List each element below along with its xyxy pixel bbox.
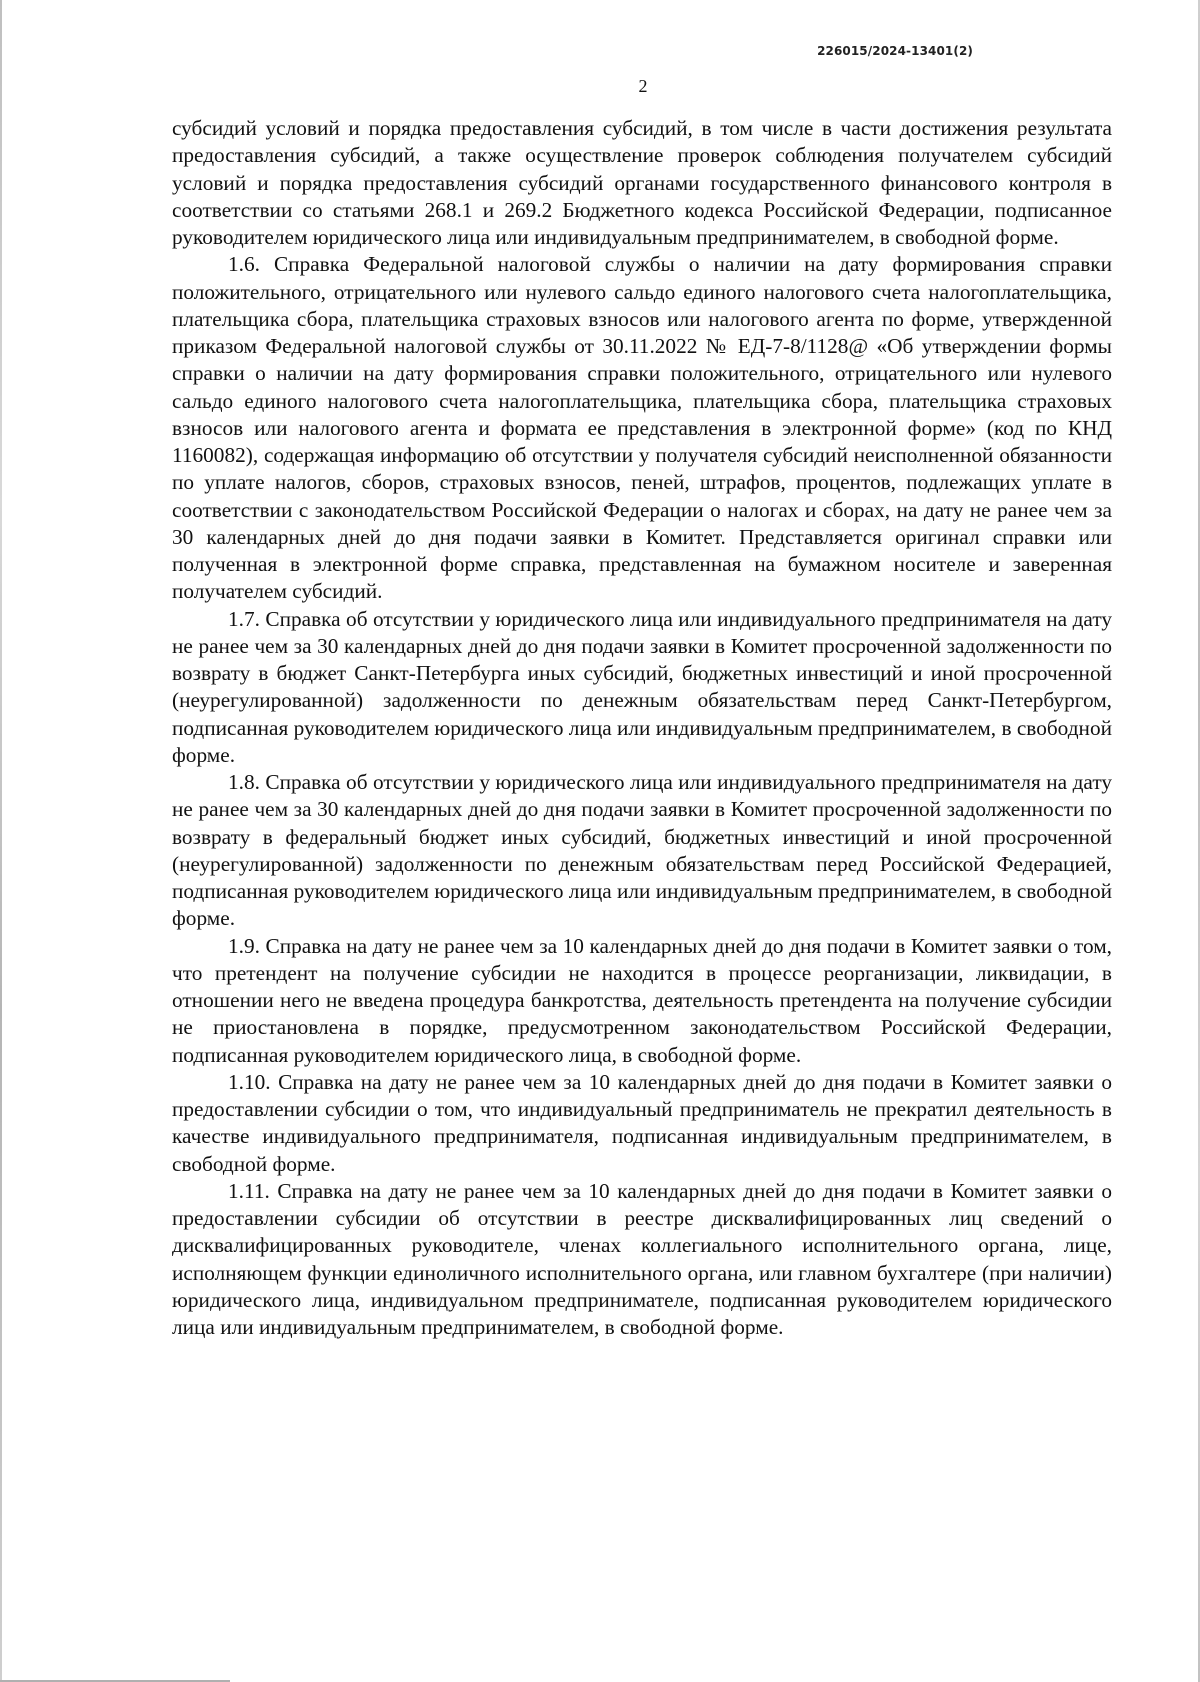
paragraph-1-8: 1.8. Справка об отсутствии у юридического лица или индивидуального предпринимателя на дату не ранее чем за 30 календарных дней до дня подачи заявки в Комитет просроченной задолженности по возврату в федеральный бюджет иных субсидий, бюджетных инвестиций и иной просроченной (неурегулированной) задолженности по денежным обязательствам перед Российской Федерацией, подписанная руководителем юридического лица или индивидуальным предпринимателем, в свободной форме. xyxy=(172,770,1112,931)
paragraph-1-9: 1.9. Справка на дату не ранее чем за 10 календарных дней до дня подачи в Комитет заявки о том, что претендент на получение субсидии не находится в процессе реорганизации, ликвидации, в отношении него не введена процедура банкротства, деятельность претендента на получение субсидии не приостановлена в порядке, предусмотренном законодательством Российской Федерации, подписанная руководителем юридического лица, в свободной форме. xyxy=(172,933,1112,1067)
document-body xyxy=(172,115,1112,1341)
page-number: 2 xyxy=(638,76,648,96)
paragraph-1-10: 1.10. Справка на дату не ранее чем за 10 календарных дней до дня подачи в Комитет заявки о предоставлении субсидии о том, что индивидуальный предприниматель не прекратил деятельность в качестве индивидуального предпринимателя, подписанная индивидуальным предпринимателем, в свободной форме. xyxy=(172,1069,1112,1176)
document-registration-number: 226015/2024-13401(2) xyxy=(817,44,973,58)
scan-edge-left xyxy=(0,0,2,1682)
paragraph-1-7: 1.7. Справка об отсутствии у юридического лица или индивидуального предпринимателя на дату не ранее чем за 30 календарных дней до дня подачи заявки в Комитет просроченной задолженности по возврату в бюджет Санкт-Петербурга иных субсидий, бюджетных инвестиций и иной просроченной (неурегулированной) задолженности по денежным обязательствам перед Санкт-Петербургом, подписанная руководителем юридического лица или индивидуальным предпринимателем, в свободной форме. xyxy=(172,606,1112,767)
paragraph-1-11: 1.11. Справка на дату не ранее чем за 10 календарных дней до дня подачи в Комитет заявки о предоставлении субсидии об отсутствии в реестре дисквалифицированных лиц сведений о дисквалифицированных руководителе, членах коллегиального исполнительного органа, лице, исполняющем функции единоличного исполнительного органа, или главном бухгалтере (при наличии) юридического лица, индивидуальном предпринимателе, подписанная руководителем юридического лица или индивидуальным предпринимателем, в свободной форме. xyxy=(172,1178,1112,1339)
continuation-paragraph: субсидий условий и порядка предоставления субсидий, в том числе в части достижения результата предоставления субсидий, а также осуществление проверок соблюдения получателем субсидий условий и порядка предоставления субсидий органами государственного финансового контроля в соответствии со статьями 268.1 и 269.2 Бюджетного кодекса Российской Федерации, подписанное руководителем юридического лица или индивидуальным предпринимателем, в свободной форме. xyxy=(172,116,1112,249)
paragraph-1-6: 1.6. Справка Федеральной налоговой службы о наличии на дату формирования справки положительного, отрицательного или нулевого сальдо единого налогового счета налогоплательщика, плательщика сбора, плательщика страховых взносов или налогового агента по форме, утвержденной приказом Федеральной налоговой службы от 30.11.2022 № ЕД-7-8/1128@ «Об утверждении формы справки о наличии на дату формирования справки положительного, отрицательного или нулевого сальдо единого налогового счета налогоплательщика, плательщика сбора, плательщика страховых взносов или налогового агента и формата ее представления в электронной форме» (код по КНД 1160082), содержащая информацию об отсутствии у получателя субсидий неисполненной обязанности по уплате налогов, сборов, страховых взносов, пеней, штрафов, процентов, подлежащих уплате в соответствии с законодательством Российской Федерации о налогах и сборах, на дату не ранее чем за 30 календарных дней до дня подачи заявки в Комитет. Представляется оригинал справки или полученная в электронной форме справка, представленная на бумажном носителе и заверенная получателем субсидий. xyxy=(172,252,1112,604)
